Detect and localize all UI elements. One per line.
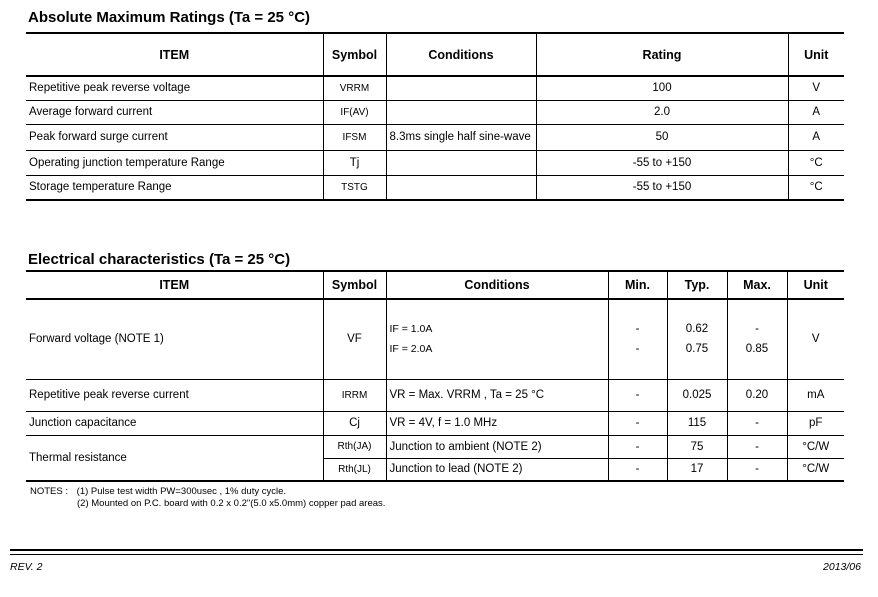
amr-table [26, 32, 844, 201]
amr-unit: °C [788, 175, 844, 200]
ec-forward-conditions [386, 299, 608, 379]
amr-symbol: IFSM [323, 124, 386, 150]
ec-thermal-typ1: 75 [667, 435, 727, 458]
ec-capacitance-min: - [608, 411, 667, 435]
ec-thermal-typ2: 17 [667, 458, 727, 481]
amr-item: Repetitive peak reverse voltage [26, 76, 323, 100]
ec-header-symbol: Symbol [323, 271, 386, 299]
ec-reverse-typ: 0.025 [667, 379, 727, 411]
ec-thermal-symbol1: Rth(JA) [323, 435, 386, 458]
amr-header-rating: Rating [536, 33, 788, 76]
amr-item: Peak forward surge current [26, 124, 323, 150]
ec-reverse-unit: mA [787, 379, 844, 411]
amr-header-symbol: Symbol [323, 33, 386, 76]
ec-forward-symbol: VF [323, 299, 386, 379]
ec-forward-cond1: IF = 1.0A [389, 323, 433, 336]
amr-unit: A [788, 100, 844, 124]
ec-header-max: Max. [727, 271, 787, 299]
ec-thermal-max1: - [727, 435, 787, 458]
ec-forward-typ1: 0.62 [685, 323, 709, 336]
amr-symbol: VRRM [323, 76, 386, 100]
ec-capacitance-item: Junction capacitance [26, 411, 323, 435]
amr-symbol: TSTG [323, 175, 386, 200]
amr-header-item: ITEM [159, 47, 190, 62]
notes [30, 486, 286, 497]
ec-thermal-unit2: °C/W [787, 458, 844, 481]
ec-thermal-unit1: °C/W [787, 435, 844, 458]
ec-capacitance-max: - [727, 411, 787, 435]
ec-capacitance-symbol: Cj [323, 411, 386, 435]
ec-thermal-min1: - [608, 435, 667, 458]
ec-forward-max1: - [755, 323, 759, 336]
ec-reverse-item: Repetitive peak reverse current [26, 379, 323, 411]
table-row [26, 435, 844, 458]
amr-rating: 2.0 [536, 100, 788, 124]
ec-forward-item: Forward voltage (NOTE 1) [26, 299, 323, 379]
amr-conditions [386, 150, 536, 175]
ec-header-min: Min. [608, 271, 667, 299]
ec-thermal-max2: - [727, 458, 787, 481]
ec-reverse-min: - [608, 379, 667, 411]
amr-rating: -55 to +150 [536, 175, 788, 200]
ec-table [26, 270, 844, 482]
amr-rating: 100 [536, 76, 788, 100]
ec-forward-min2: - [635, 343, 640, 356]
amr-unit: °C [788, 150, 844, 175]
ec-reverse-conditions: VR = Max. VRRM , Ta = 25 °C [386, 379, 608, 411]
ec-forward-typ [667, 299, 727, 379]
amr-header-conditions: Conditions [386, 33, 536, 76]
table-row [26, 124, 844, 150]
ec-header-conditions: Conditions [386, 271, 608, 299]
ec-reverse-max: 0.20 [727, 379, 787, 411]
amr-conditions [386, 175, 536, 200]
amr-unit: A [788, 124, 844, 150]
table-row [26, 175, 844, 200]
amr-item: Average forward current [26, 100, 323, 124]
amr-symbol: Tj [323, 150, 386, 175]
ec-thermal-min2: - [608, 458, 667, 481]
ec-forward-min [608, 299, 667, 379]
amr-conditions: 8.3ms single half sine-wave [386, 124, 536, 150]
ec-forward-cond2: IF = 2.0A [389, 343, 433, 356]
table-row [26, 100, 844, 124]
amr-header-unit: Unit [788, 33, 844, 76]
ec-forward-max2: 0.85 [745, 343, 769, 356]
ec-capacitance-typ: 115 [667, 411, 727, 435]
ec-thermal-cond2: Junction to lead (NOTE 2) [386, 458, 608, 481]
ec-thermal-symbol2: Rth(JL) [323, 458, 386, 481]
ec-forward-unit: V [787, 299, 844, 379]
table-row [26, 379, 844, 411]
ec-thermal-cond1: Junction to ambient (NOTE 2) [386, 435, 608, 458]
amr-rating: -55 to +150 [536, 150, 788, 175]
ec-forward-max [727, 299, 787, 379]
table-row [26, 299, 844, 379]
table-row [26, 76, 844, 100]
ec-title: Electrical characteristics (Ta = 25 °C) [28, 251, 291, 268]
amr-unit: V [788, 76, 844, 100]
amr-conditions [386, 100, 536, 124]
ec-forward-typ2: 0.75 [685, 343, 709, 356]
date-label: 2013/06 [823, 561, 861, 573]
amr-item: Operating junction temperature Range [26, 150, 323, 175]
note-2: (2) Mounted on P.C. board with 0.2 x 0.2"(5.0 x5.0mm) copper pad areas. [77, 498, 386, 509]
footer-rule [10, 549, 863, 551]
amr-conditions [386, 76, 536, 100]
note-1: (1) Pulse test width PW=300usec , 1% duty cycle. [76, 486, 287, 497]
ec-forward-min1: - [635, 323, 640, 336]
ec-capacitance-conditions: VR = 4V, f = 1.0 MHz [386, 411, 608, 435]
ec-thermal-item: Thermal resistance [26, 435, 323, 481]
table-row [26, 150, 844, 175]
ec-header-typ: Typ. [667, 271, 727, 299]
footer-rule-thin [10, 554, 863, 555]
revision-label: REV. 2 [10, 561, 43, 573]
notes-label: NOTES : [30, 486, 69, 497]
ec-header-item: ITEM [159, 278, 190, 292]
ec-capacitance-unit: pF [787, 411, 844, 435]
table-row [26, 411, 844, 435]
amr-title: Absolute Maximum Ratings (Ta = 25 °C) [28, 9, 311, 26]
amr-rating: 50 [536, 124, 788, 150]
amr-item: Storage temperature Range [29, 181, 172, 194]
ec-header-unit: Unit [787, 271, 844, 299]
ec-reverse-symbol: IRRM [323, 379, 386, 411]
amr-symbol: IF(AV) [323, 100, 386, 124]
